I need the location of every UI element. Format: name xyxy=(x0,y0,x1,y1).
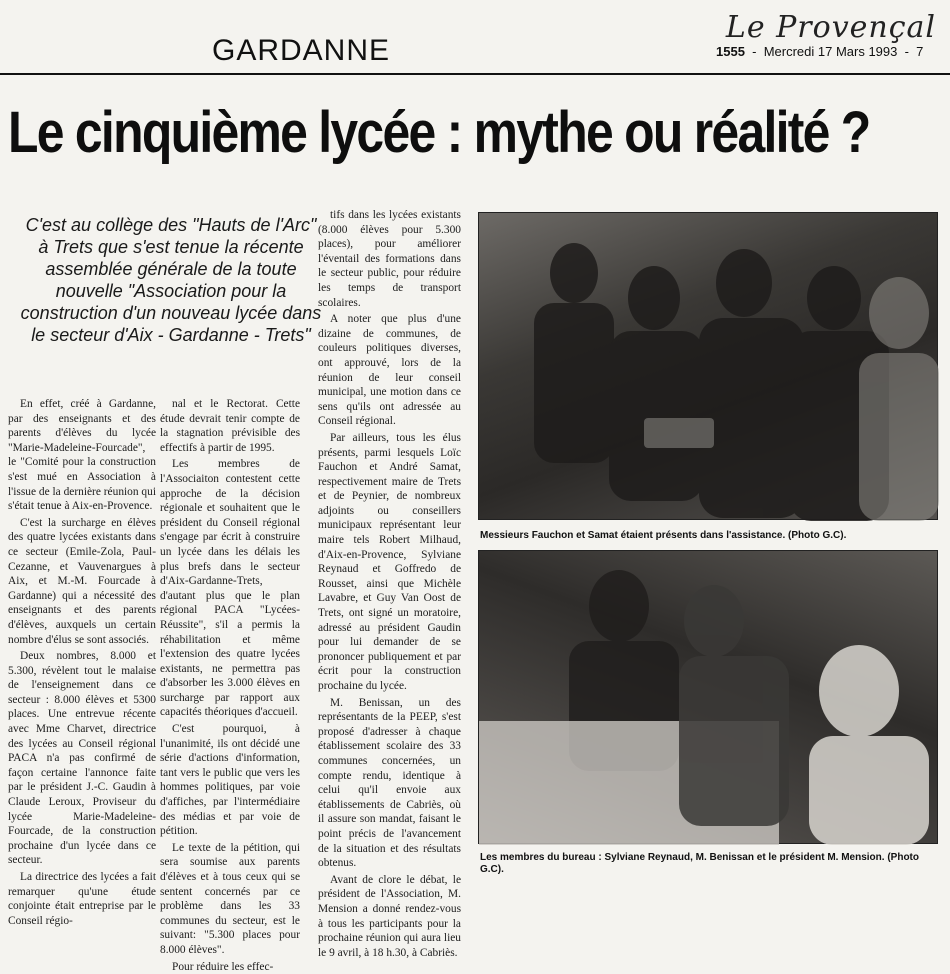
dateline: 1555 - Mercredi 17 Mars 1993 - 7 xyxy=(716,44,924,59)
paragraph: Le texte de la pétition, qui sera soumise aux parents d'élèves et à tous ceux qui se sentent concernés par ce problème dans les 33 communes du secteur, est le suivant: "5.300 places pour 8.000 élèves". xyxy=(160,841,300,956)
photo-caption-1: Messieurs Fauchon et Samat étaient présents dans l'assistance. (Photo G.C). xyxy=(480,530,847,541)
paragraph: C'est la surcharge en élèves des quatre lycées existants dans ce secteur (Emile-Zola, Paul-Cezanne, et Vauvenargues à Aix, et M.-M. Fourcade à Gardanne) qui a nécessité des enseignants et des parents d'élèves, auxquels un certain nombre d'élus se sont associés. xyxy=(8,516,156,646)
photo-bureau xyxy=(478,550,938,844)
page-number: 7 xyxy=(916,44,924,59)
article-headline: Le cinquième lycée : mythe ou réalité ? xyxy=(8,100,870,165)
paragraph: Avant de clore le débat, le président de l'Association, M. Mension a donné rendez-vous à tous les participants pour la prochaine réunion qui aura lieu le 9 avril, à 18 h.30, à Cabriès. xyxy=(318,873,461,959)
article-lead: C'est au collège des "Hauts de l'Arc" à Trets que s'est tenue la récente assemblée générale de la toute nouvelle "Association pour la construction d'un nouveau lycée dans le secteur d'Aix - Gardanne - Trets" xyxy=(20,215,322,345)
paragraph: Pour réduire les effec- xyxy=(172,960,274,973)
paragraph: En effet, créé à Gardanne, par des enseignants et des parents d'élèves du lycée "Marie-Madeleine-Fourcade", le "Comité pour la construction s'est mué en Association à l'issue de la dernière réunion qui s'était tenue à Aix-en-Provence. xyxy=(8,398,156,513)
paragraph: nal et le Rectorat. Cette étude devrait tenir compte de la stagnation prévisible des effectifs à partir de 1995. xyxy=(160,398,300,454)
photo-audience-image xyxy=(479,213,939,521)
photo-bureau-image xyxy=(479,551,939,845)
issue-date: Mercredi 17 Mars 1993 xyxy=(763,44,898,59)
article-column-2 xyxy=(160,397,300,973)
paragraph: tifs dans les lycées existants (8.000 élèves pour 5.300 places), pour améliorer l'éventail des formations dans le secteur public, pour réduire les temps de transport scolaires. xyxy=(318,209,461,309)
article-column-3 xyxy=(318,208,461,959)
photo-caption-2: Les membres du bureau : Sylviane Reynaud, M. Benissan et le président M. Mension. (Photo G.C). xyxy=(480,852,919,875)
paragraph: Les membres de l'Associaiton contestent cette approche de la décision régionale et souhaitent que le président du Conseil régional s'engage par écrit à construire un lycée dans les délais les plus brefs dans le secteur d'Aix-Gardanne-Trets, d'autant plus que le plan régional PACA "Lycées-Réussite", s'il a permis la réhabilitation et même l'extension des quatre lycées existants, ne permettra pas d'absorber les 3.000 élèves en surcharge par rapport aux capacités théoriques d'accueil. xyxy=(160,458,300,719)
edition-number: 1555 xyxy=(716,44,745,59)
paragraph: Deux nombres, 8.000 et 5.300, révèlent tout le malaise de l'enseignement dans ce secteur : 8.000 élèves et 5300 places. Une entrevue récente avec Mme Charvet, directrice des lycées au Conseil régional PACA n'a pas confirmé de façon certaine l'annonce faite par le président J.-C. Gaudin à Claude Leroux, Proviseur du lycée Marie-Madeleine-Fourcade, de la construction prochaine d'un lycée dans ce secteur. xyxy=(8,650,156,867)
paragraph: A noter que plus d'une dizaine de communes, de couleurs politiques diverses, ont approuvé, lors de la réunion de leur conseil municipal, une motion dans ce sens qu'ils ont adressée au Conseil régional. xyxy=(318,313,461,428)
article-column-1 xyxy=(8,397,156,927)
section-title: GARDANNE xyxy=(212,34,391,67)
paragraph: M. Benissan, un des représentants de la PEEP, s'est proposé d'adresser à chaque établissement scolaire des 33 communes concernées, un compte rendu, identique à celui qu'il envoie aux établissements de Cabriès, où il assure son mandat, faisant le point précis de l'avancement de la situation et des résultats obtenus. xyxy=(318,696,461,870)
newspaper-masthead: Le Provençal xyxy=(725,10,936,45)
paragraph: C'est pourquoi, à l'unanimité, ils ont décidé une série d'actions d'information, tant vers le public que vers les hommes politiques, par voie d'affiches, par l'intermédiaire des médias et par voie de pétition. xyxy=(160,723,300,838)
paragraph: La directrice des lycées a fait remarquer qu'une étude conjointe était entreprise par le Conseil régio- xyxy=(8,871,156,927)
paragraph: Par ailleurs, tous les élus présents, parmi lesquels Loïc Fauchon et André Samat, respectivement maire de Trets et de Peynier, de nombreux adjoints ou conseillers municipaux représentant leur maire tels Robert Milhaud, d'Aix-en-Provence, Sylviane Reynaud et Goffredo de Rousset, ainsi que Michèle Lavabre, et Guy Van Oost de Trets, ont signé un moratoire, adressé au président Gaudin pour lui demander de se prononcer publiquement et par écrit pour la construction prochaine du lycée. xyxy=(318,431,461,692)
header-rule xyxy=(0,73,950,75)
photo-audience xyxy=(478,212,938,520)
